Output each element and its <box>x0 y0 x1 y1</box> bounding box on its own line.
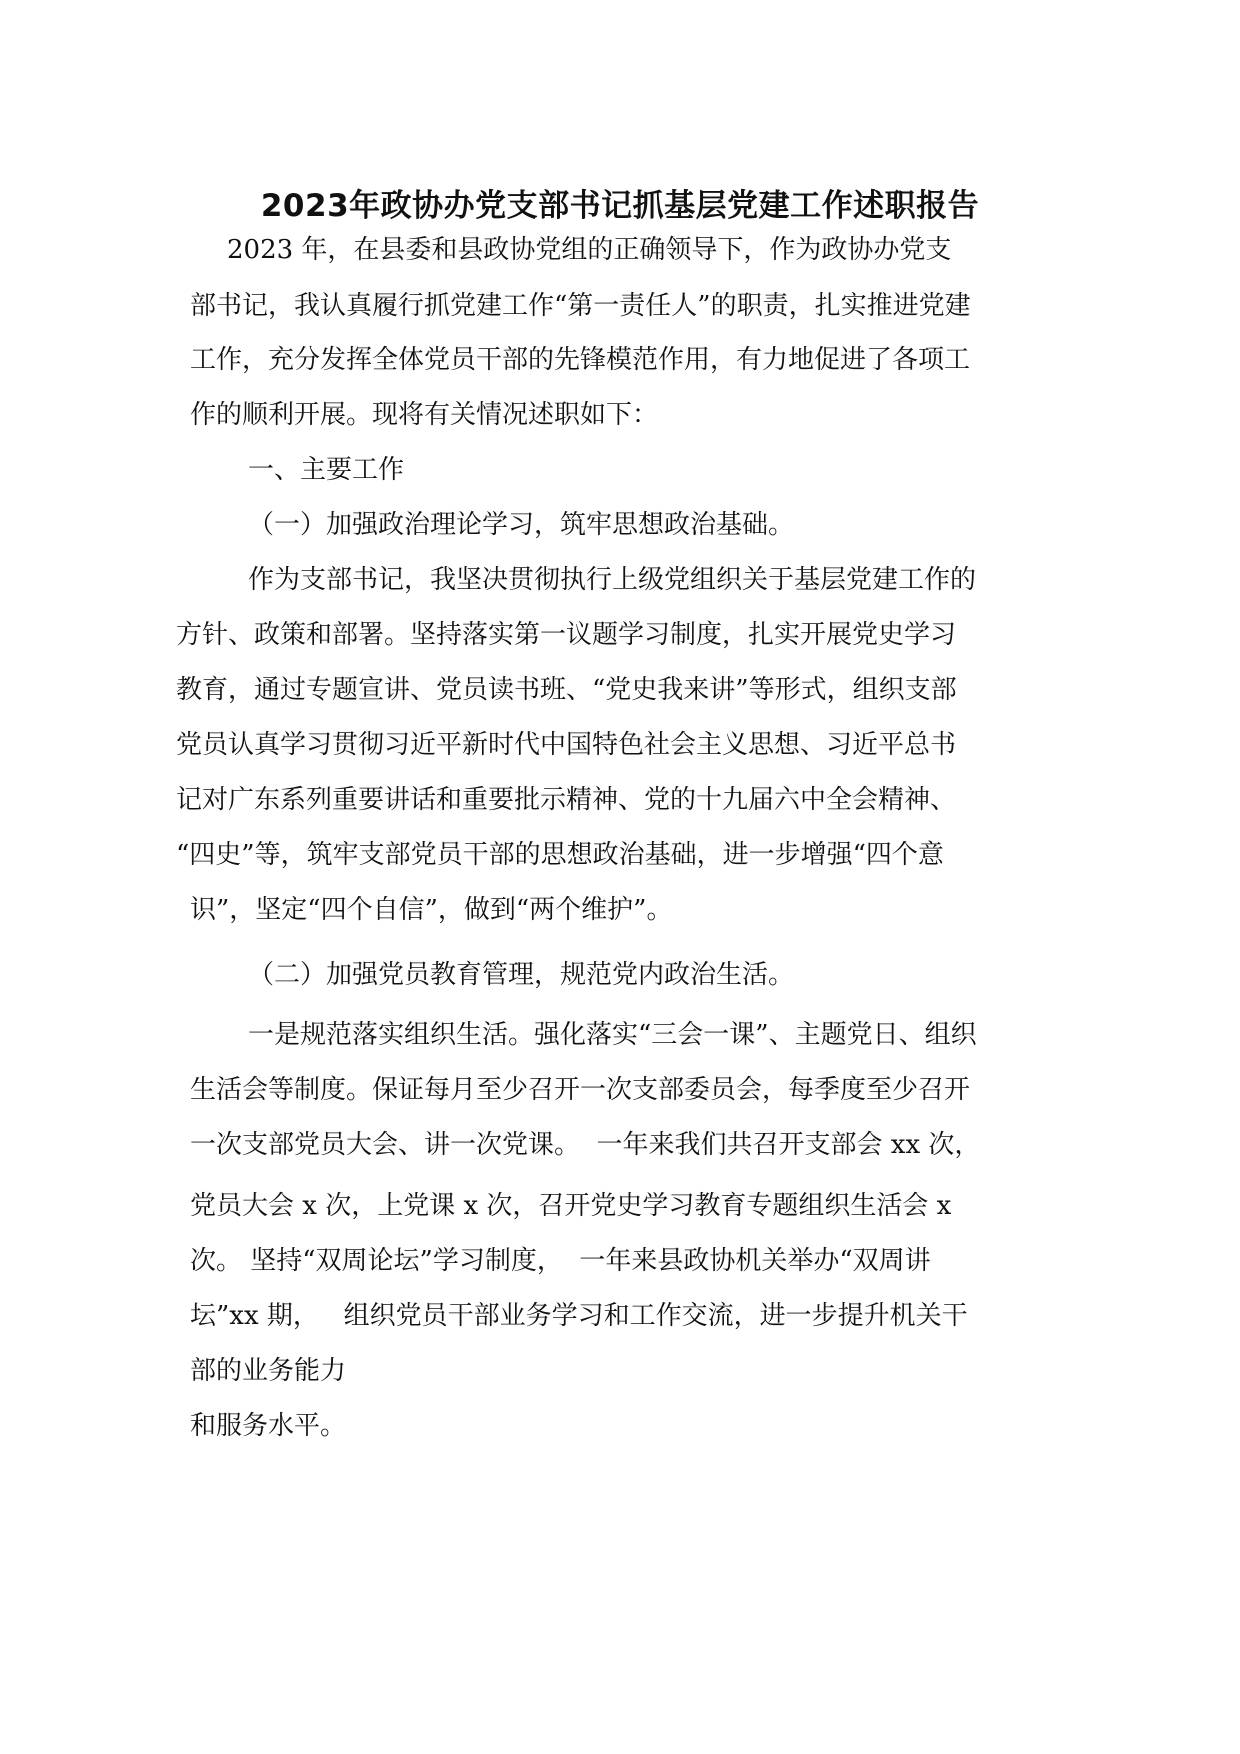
paragraph-line: 识”，坚定“四个自信”，做到“两个维护”。 <box>190 895 673 925</box>
paragraph-line: 坛”xx 期， 组织党员干部业务学习和工作交流，进一步提升机关干 <box>190 1301 968 1331</box>
paragraph-line: 2023 年，在县委和县政协党组的正确领导下，作为政协办党支 <box>227 235 952 265</box>
paragraph-line: 次。 坚持“双周论坛”学习制度， 一年来县政协机关举办“双周讲 <box>190 1246 931 1276</box>
paragraph-line: 部的业务能力 <box>190 1356 347 1386</box>
paragraph-line: 部书记，我认真履行抓党建工作“第一责任人”的职责，扎实推进党建 <box>190 291 971 321</box>
paragraph-line: 生活会等制度。保证每月至少召开一次支部委员会，每季度至少召开 <box>190 1075 971 1105</box>
section-heading: 一、主要工作 <box>248 455 405 485</box>
paragraph-line: “四史”等，筑牢支部党员干部的思想政治基础，进一步增强“四个意 <box>176 840 944 870</box>
paragraph-line: 和服务水平。 <box>190 1411 347 1441</box>
paragraph-line: 党员大会 x 次，上党课 x 次，召开党史学习教育专题组织生活会 x <box>190 1191 952 1221</box>
paragraph-line: 工作，充分发挥全体党员干部的先锋模范作用，有力地促进了各项工 <box>190 345 971 375</box>
paragraph-line: 一是规范落实组织生活。强化落实“三会一课”、主题党日、组织 <box>248 1020 977 1050</box>
paragraph-line: 教育，通过专题宣讲、党员读书班、“党史我来讲”等形式，组织支部 <box>176 675 957 705</box>
paragraph-line: 记对广东系列重要讲话和重要批示精神、党的十九届六中全会精神、 <box>176 785 957 815</box>
subsection-heading: （二）加强党员教育管理，规范党内政治生活。 <box>248 960 795 990</box>
paragraph-line: 方针、政策和部署。坚持落实第一议题学习制度，扎实开展党史学习 <box>176 620 957 650</box>
paragraph-line: 作为支部书记，我坚决贯彻执行上级党组织关于基层党建工作的 <box>248 565 977 595</box>
paragraph-line: 一次支部党员大会、讲一次党课。 一年来我们共召开支部会 xx 次， <box>190 1130 981 1160</box>
document-title: 2023年政协办党支部书记抓基层党建工作述职报告 <box>260 188 980 224</box>
paragraph-line: 作的顺利开展。现将有关情况述职如下： <box>190 400 659 430</box>
paragraph-line: 党员认真学习贯彻习近平新时代中国特色社会主义思想、习近平总书 <box>176 730 957 760</box>
subsection-heading: （一）加强政治理论学习，筑牢思想政治基础。 <box>248 510 795 540</box>
